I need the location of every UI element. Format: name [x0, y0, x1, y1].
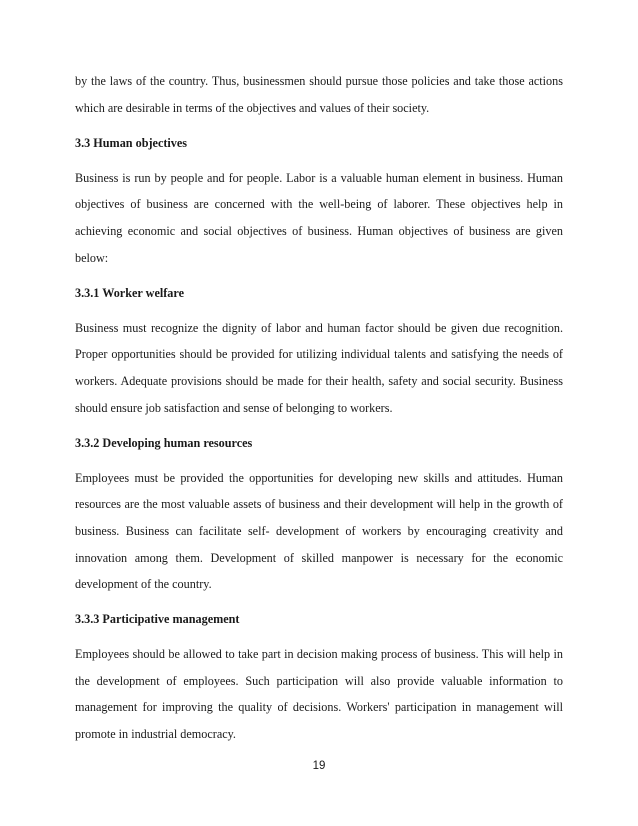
paragraph-human-objectives: Business is run by people and for people. Labor is a valuable human element in business. Human objectives of business are concerned with the well-being of laborer. These objectives help in achieving economic and social objectives of business. Human objectives of business are given below: [75, 170, 563, 265]
heading-participative-management: 3.3.3 Participative management [75, 612, 240, 627]
heading-developing-human-resources: 3.3.2 Developing human resources [75, 435, 253, 450]
document-page [75, 68, 563, 748]
heading-human-objectives: 3.3 Human objectives [75, 135, 188, 150]
paragraph-developing-human-resources: Employees must be provided the opportunities for developing new skills and attitudes. Human resources are the most valuable assets of business and their development will help in the growth of business. Business can facilitate self- development of workers by encouraging creativity and innovation among them. Development of skilled manpower is necessary for the economic development of the country. [75, 470, 563, 592]
paragraph-worker-welfare: Business must recognize the dignity of labor and human factor should be given due recognition. Proper opportunities should be provided for utilizing individual talents and satisfying the needs of workers. Adequate provisions should be made for their health, safety and social security. Business should ensure job satisfaction and sense of belonging to workers. [75, 320, 563, 415]
page-number: 19 [312, 760, 326, 772]
intro-paragraph: by the laws of the country. Thus, businessmen should pursue those policies and take those actions which are desirable in terms of the objectives and values of their society. [75, 74, 563, 115]
paragraph-participative-management: Employees should be allowed to take part in decision making process of business. This will help in the development of employees. Such participation will also provide valuable information to management for improving the quality of decisions. Workers' participation in management will promote in industrial democracy. [75, 647, 563, 742]
heading-worker-welfare: 3.3.1 Worker welfare [75, 285, 184, 300]
